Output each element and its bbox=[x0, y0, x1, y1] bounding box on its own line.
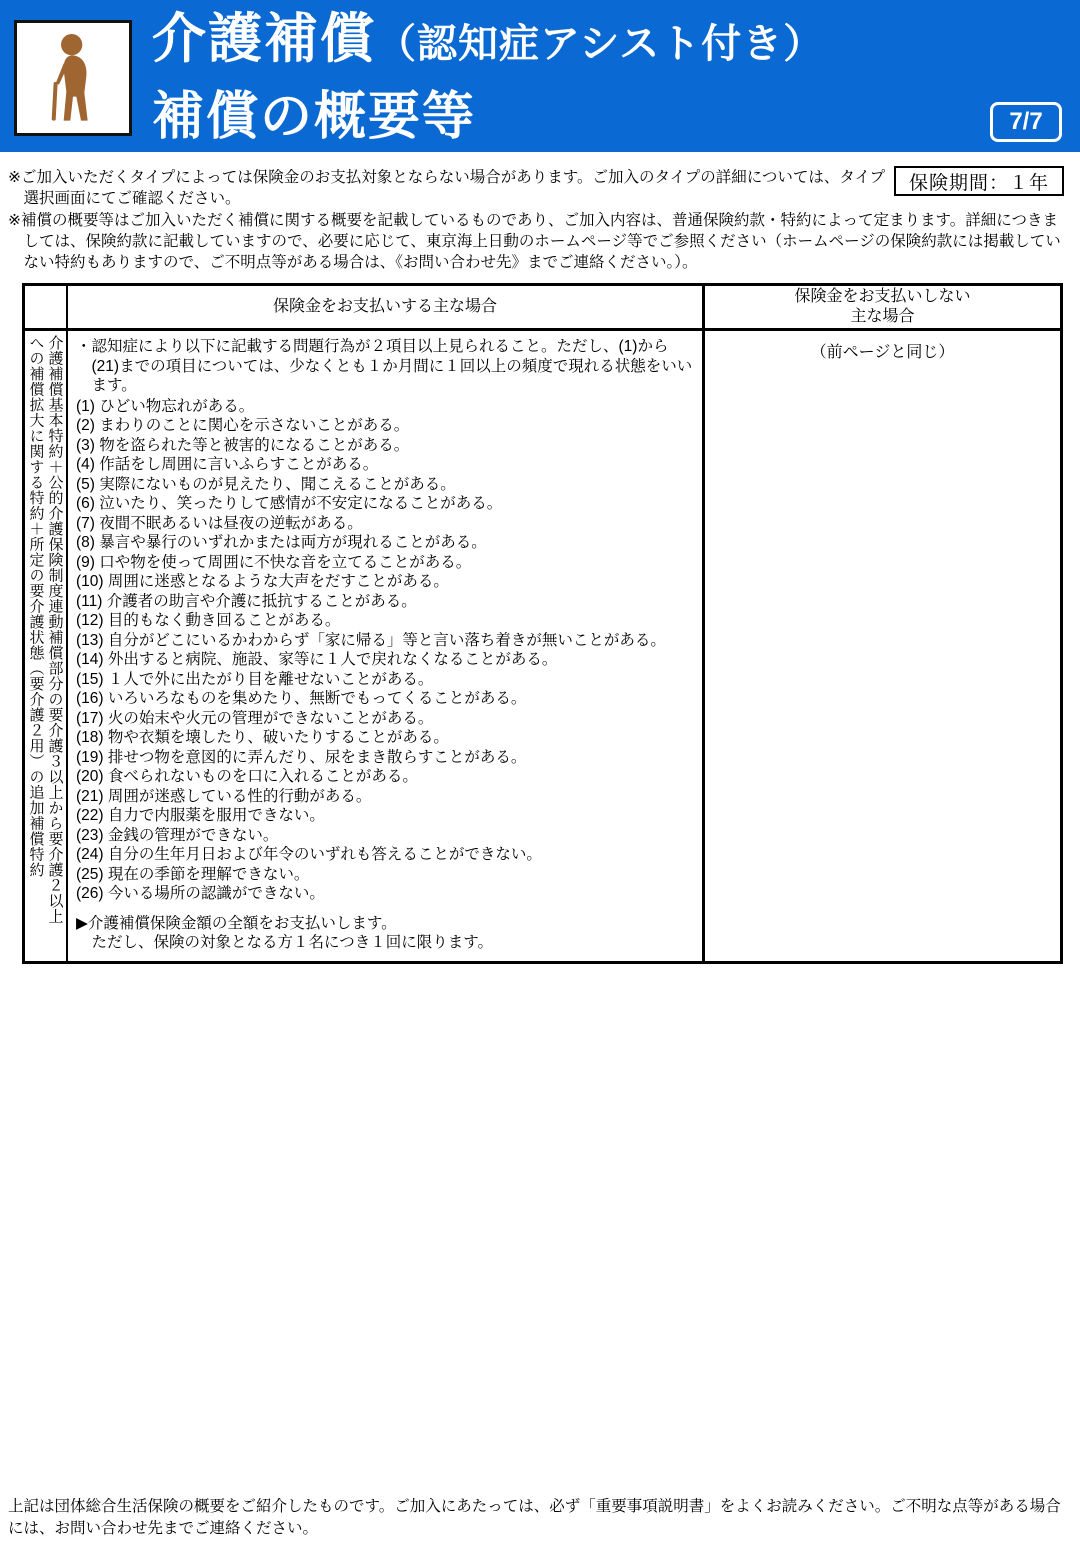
problem-behavior-item: (4) 作話をし周囲に言いふらすことがある。 bbox=[76, 456, 379, 473]
problem-behavior-item: (8) 暴言や暴行のいずれかまたは両方が現れることがある。 bbox=[76, 534, 487, 551]
problem-behavior-item: (1) ひどい物忘れがある。 bbox=[76, 397, 255, 415]
problem-behavior-item: (20) 食べられないものを口に入れることがある。 bbox=[76, 768, 418, 785]
rider-name-column2: への補償拡大に関する特約＋所定の要介護状態（要介護２用）の追加補償特約 bbox=[27, 335, 45, 878]
problem-behavior-item: (22) 自力で内服薬を服用できない。 bbox=[76, 807, 325, 824]
problem-behavior-item: (3) 物を盗られた等と被害的になることがある。 bbox=[76, 436, 410, 454]
problem-behavior-item: (6) 泣いたり、笑ったりして感情が不安定になることがある。 bbox=[76, 495, 503, 512]
problem-behavior-item: (13) 自分がどこにいるかわからず「家に帰る」等と言い落ち着きが無いことがある。 bbox=[76, 631, 666, 649]
insurance-period-box: 保険期間：１年 bbox=[894, 166, 1064, 196]
problem-behavior-item: (2) まわりのことに関心を示さないことがある。 bbox=[76, 417, 410, 434]
problem-behavior-item: (12) 目的もなく動き回ることがある。 bbox=[76, 612, 341, 629]
note-coverage-outline: ※補償の概要等はご加入いただく補償に関する概要を記載しているものであり、ご加入内容は、普通保険約款・特約によって定まります。詳細につきましては、保険約款に記載していますので、必要に応じて、東京海上日動のホームページ等でご参照ください（ホームページの保険約款には掲載していない特約もありますので、ご不明点等がある場合は、《お問い合わせ先》までご連絡ください。）。 bbox=[8, 212, 1061, 271]
problem-behavior-item: (7) 夜間不眠あるいは昼夜の逆転がある。 bbox=[76, 514, 363, 532]
problem-behavior-item: (17) 火の始末や火元の管理ができないことがある。 bbox=[76, 709, 434, 727]
problem-behavior-item: (18) 物や衣類を壊したり、破いたりすることがある。 bbox=[76, 729, 449, 746]
document-footer: 上記は団体総合生活保険の概要をご紹介したものです。ご加入にあたっては、必ず「重要事項説明書」をよくお読みください。ご不明な点等がある場合には、お問い合わせ先までご連絡ください。 bbox=[8, 1498, 1061, 1537]
problem-behavior-item: (26) 今いる場所の認識ができない。 bbox=[76, 885, 325, 902]
rider-name-cell bbox=[25, 331, 68, 961]
header-cell-no-pay-cases bbox=[705, 286, 1060, 331]
header-no-pay-line1: 保険金をお支払いしない bbox=[794, 288, 971, 305]
problem-behavior-item: (5) 実際にないものが見えたり、聞こえることがある。 bbox=[76, 475, 456, 493]
problem-behavior-item: (25) 現在の季節を理解できない。 bbox=[76, 865, 310, 883]
elderly-person-with-cane-icon bbox=[30, 30, 116, 126]
pay-cases-intro: ・認知症により以下に記載する問題行為が２項目以上見られること。ただし、(1)から(21)までの項目については、少なくとも１か月間に１回以上の頻度で現れる状態をいいます。 bbox=[76, 338, 693, 394]
header-icon-box bbox=[14, 20, 132, 136]
header-no-pay-line2: 主な場合 bbox=[850, 308, 915, 325]
problem-behavior-item: (14) 外出すると病院、施設、家等に１人で戻れなくなることがある。 bbox=[76, 651, 558, 668]
table-header-row bbox=[25, 286, 1060, 331]
table-body-row bbox=[25, 331, 1060, 961]
problem-behavior-item: (19) 排せつ物を意図的に弄んだり、尿をまき散らすことがある。 bbox=[76, 748, 527, 766]
problem-behavior-list bbox=[76, 397, 694, 904]
notes-section bbox=[8, 167, 1072, 274]
rider-name-vertical-text bbox=[27, 335, 65, 957]
problem-behavior-item: (15) １人で外に出たがり目を離せないことがある。 bbox=[76, 670, 434, 688]
problem-behavior-item: (10) 周囲に迷惑となるような大声をだすことがある。 bbox=[76, 573, 449, 590]
pay-cases-cell bbox=[68, 331, 705, 961]
problem-behavior-item: (21) 周囲が迷惑している性的行動がある。 bbox=[76, 787, 372, 805]
page-header bbox=[0, 0, 1080, 152]
header-cell-pay-cases: 保険金をお支払いする主な場合 bbox=[68, 286, 705, 331]
problem-behavior-item: (24) 自分の生年月日および年令のいずれも答えることができない。 bbox=[76, 846, 542, 863]
note-type-warning: ※ご加入いただくタイプによっては保険金のお支払対象とならない場合があります。ご加入のタイプの詳細については、タイプ選択画面にてご確認ください。 bbox=[8, 169, 886, 207]
header-titles bbox=[152, 6, 824, 148]
problem-behavior-item: (11) 介護者の助言や介護に抵抗することがある。 bbox=[76, 592, 417, 610]
page-subtitle: 補償の概要等 bbox=[152, 88, 477, 146]
page-title bbox=[152, 6, 824, 86]
no-pay-cases-cell: （前ページと同じ） bbox=[810, 344, 955, 361]
pay-cases-footer bbox=[76, 914, 694, 953]
page-title-main: 介護補償 bbox=[152, 9, 376, 69]
header-cell-rider bbox=[25, 286, 68, 331]
coverage-table bbox=[22, 283, 1063, 964]
pay-limit-note: ただし、保険の対象となる方１名につき１回に限ります。 bbox=[91, 934, 493, 951]
problem-behavior-item: (23) 金銭の管理ができない。 bbox=[76, 826, 279, 844]
rider-name-column1: 介護補償基本特約＋公的介護保険制度連動補償部分の要介護３以上から要介護２以上 bbox=[46, 335, 64, 924]
page-title-suffix: （認知症アシスト付き） bbox=[376, 22, 825, 66]
problem-behavior-item: (9) 口や物を使って周囲に不快な音を立てることがある。 bbox=[76, 553, 472, 571]
pay-amount-note: ▶介護補償保険金額の全額をお支払いします。 bbox=[76, 914, 397, 932]
problem-behavior-item: (16) いろいろなものを集めたり、無断でもってくることがある。 bbox=[76, 690, 527, 707]
page-number-badge: 7/7 bbox=[990, 102, 1062, 142]
